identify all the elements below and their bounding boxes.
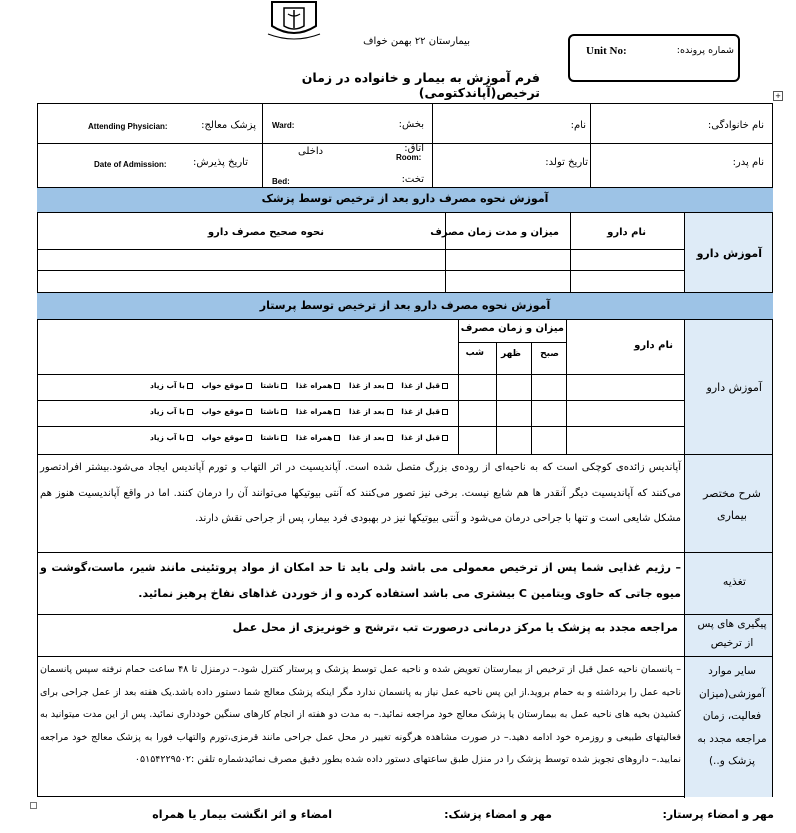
birth-date-label: تاریخ تولد: [545,157,588,168]
admission-en-label: Date of Admission: [94,160,167,169]
other-text: – پانسمان ناحیه عمل قبل از ترخیص از بیمارستان تعویض شده و ناحیه عمل توسط پزشک و پرستار کنترل شود.– درمنزل تا ۴۸ ساعت حمام نرفته سپس پانسمان ناحیه عمل را برداشته و به حمام بروید.از این پس ناحیه عمل نیاز به پانسمان ندارد مگر اینکه پزشک معالج شما دستور داده باشد.یک هفته بعد از عمل جراحی برای کشیدن بخیه های ناحیه عمل به بیمارستان یا پزشک معالج خود مراجعه نمائید.– به مدت دو هفته از انجام کارهای سنگین خودداری نمائید. پس از این مدت میتوانید به فعالیتهای طبیعی و روزمره خود ادامه دهید.– در صورت مشاهده هرگونه تغییر در محل عمل جراحی مانند قرمزی،تورم والتهاب فورا به پزشک معالج خود مراجعه نمایید.– داروهای تجویز شده توسط پزشک را در منزل طبق ساعتهای دستور داده شده بطور دقیق مصرف نمائیدشماره تلفن :۰۵۱۵۴۲۲۹۵۰۲ [40,664,681,765]
unit-no-label: Unit No: [586,45,627,57]
last-name-label: نام خانوادگی: [707,120,764,131]
option-plenty-water[interactable]: با آب زیاد [150,407,193,416]
option-with-meal[interactable]: همراه غذا [296,381,341,390]
record-no-label: شماره پرونده: [676,45,734,56]
table-move-handle-icon[interactable]: + [773,91,783,101]
name-label: نام: [570,120,586,131]
nurse-col-noon: ظهر [500,349,521,359]
physician-fa-label: پزشک معالج: [201,120,256,131]
followup-label: پیگیری های پس از ترخیص [697,618,767,649]
doctor-signature-label: مهر و امضاء پزشک: [444,808,552,821]
physician-col-drug: نام دارو [607,227,646,238]
room-fa-label: اتاق: [404,143,424,154]
form-title: فرم آموزش به بیمار و خانواده در زمان ترخیص(آپاندکتومی) [301,70,540,100]
physician-en-label: Attending Physician: [88,122,168,131]
hospital-logo [262,0,326,42]
option-bedtime[interactable]: موقع خواب [201,381,251,390]
nurse-drug-band: آموزش نحوه مصرف دارو بعد از ترخیص توسط پرستار [37,293,773,319]
nurse-col-night: شب [465,348,484,358]
option-plenty-water[interactable]: با آب زیاد [150,381,193,390]
option-after-meal[interactable]: بعد از غذا [349,433,393,442]
ward-value: داخلی [298,146,324,157]
option-before-meal[interactable]: قبل از غذا [401,381,448,390]
option-fasting[interactable]: ناشتا [260,433,287,442]
followup-text: مراجعه مجدد به پزشک یا مرکز درمانی درصورت تب ،ترشح و خونریزی از محل عمل [232,621,678,634]
bed-en-label: Bed: [272,177,290,186]
nurse-col-morning: صبح [540,349,559,359]
admission-fa-label: تاریخ پذیرش: [193,157,248,168]
ward-fa-label: بخش: [398,119,424,130]
option-fasting[interactable]: ناشتا [260,407,287,416]
disease-label: شرح مختصر بیماری [703,487,761,522]
table-resize-handle-icon[interactable] [30,802,37,809]
nurse-col-amount: میزان و زمان مصرف [460,323,564,334]
physician-drug-side-label: آموزش دارو [696,247,762,260]
option-plenty-water[interactable]: با آب زیاد [150,433,193,442]
option-with-meal[interactable]: همراه غذا [296,433,341,442]
option-bedtime[interactable]: موقع خواب [201,433,251,442]
nurse-options-row-3 [150,433,448,442]
physician-col-dose: میزان و مدت زمان مصرف [430,227,559,238]
bed-fa-label: تخت: [401,174,424,185]
nurse-options-row-1 [150,381,448,390]
nutrition-label: تغذیه [722,575,746,588]
option-bedtime[interactable]: موقع خواب [201,407,251,416]
option-after-meal[interactable]: بعد از غذا [349,407,393,416]
option-fasting[interactable]: ناشتا [260,381,287,390]
option-before-meal[interactable]: قبل از غذا [401,407,448,416]
ward-en-label: Ward: [272,121,295,130]
unit-number-box [568,34,740,82]
option-before-meal[interactable]: قبل از غذا [401,433,448,442]
disease-text: آپاندیس زائده‌ی کوچکی است که به ناحیه‌ای از روده‌ی بزرگ متصل شده است. آپاندیسیت در اثر التهاب و تورم آپاندیس ایجاد می‌شود.بیشتر افرادتصور می‌کنند که آپاندیسیت دیگر آنقدر ها هم شایع نیست. برخی نیز تصور می‌کنند که آنتی بیوتیکها می‌توانند آن را درمان کنند. اما در واقع آپاندیسیت هنوز هم مشکل شایعی است و تنها با جراحی درمان می‌شود و آنتی بیوتیکها نیز در بهبودی فرد بیمار، پس از جراحی نقش دارند. [40,462,681,524]
patient-signature-label: امضاء و اثر انگشت بیمار یا همراه [152,808,332,821]
room-en-label: Room: [396,153,422,162]
other-label: سایر موارد آموزشی(میزان فعالیت، زمان مراجعه مجدد به پزشک و..) [697,665,767,767]
hospital-name: بیمارستان ۲۲ بهمن خواف [363,36,470,47]
physician-drug-band: آموزش نحوه مصرف دارو بعد از ترخیص توسط پزشک [37,188,773,212]
nurse-signature-label: مهر و امضاء پرستار: [662,808,774,821]
nurse-col-drug: نام دارو [634,340,673,351]
nurse-options-row-2 [150,407,448,416]
option-with-meal[interactable]: همراه غذا [296,407,341,416]
nurse-drug-side-label: آموزش دارو [706,381,762,394]
father-name-label: نام پدر: [732,157,764,168]
nutrition-text: – رژیم غذایی شما پس از ترخیص معمولی می باشد ولی باید تا حد امکان از مواد پروتئینی مانند شیر، ماست،گوشت و میوه جاتی که حاوی ویتامین C بیشتری می باشد استفاده کرده و از خوردن غذاهای نفاخ پرهیز نمائید. [40,561,681,600]
option-after-meal[interactable]: بعد از غذا [349,381,393,390]
physician-col-usage: نحوه صحیح مصرف دارو [207,227,324,238]
